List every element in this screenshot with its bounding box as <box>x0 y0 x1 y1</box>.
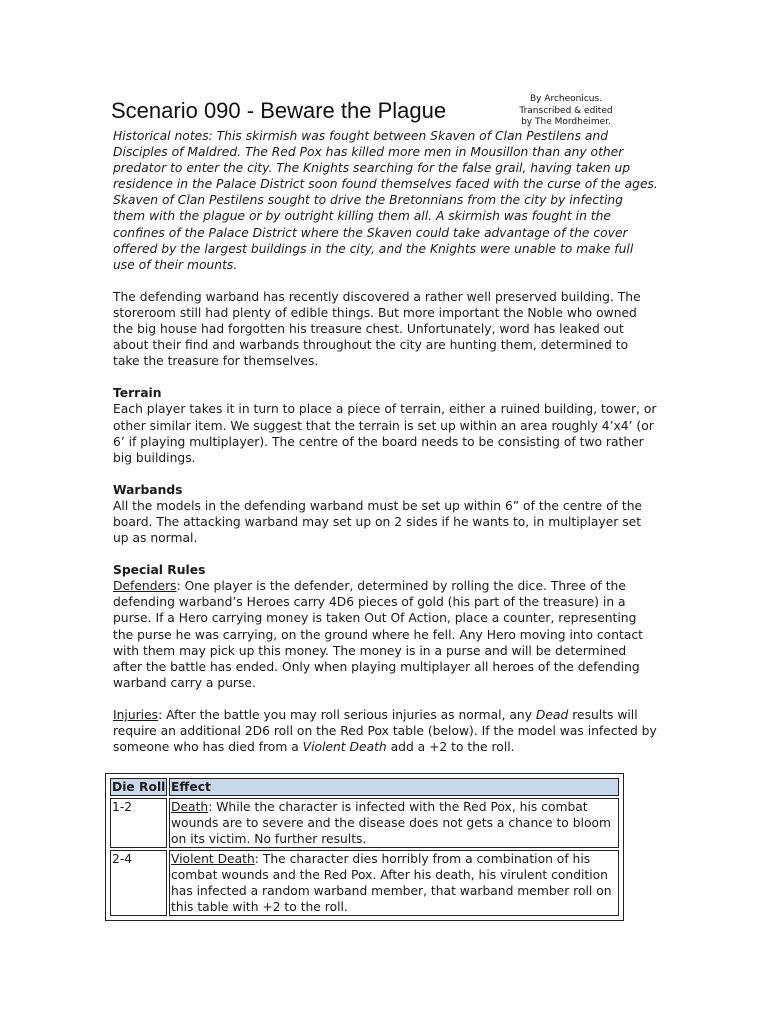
document-page <box>113 92 658 755</box>
die-roll-cell: 1-2 <box>110 798 167 848</box>
injuries-label: Injuries <box>113 707 159 722</box>
violent-death-term: Violent Death <box>302 740 387 755</box>
historical-notes: Historical notes: This skirmish was fought between Skaven of Clan Pestilens and Disciples of Maldred. The Red Pox has killed more men in Mousillon than any other predator to enter the city. The Knights searching for the false grail, having taken up residence in the Palace District soon found themselves faced with the curse of the ages. Skaven of Clan Pestilens sought to drive the Bretonnians from the city by infecting them with the plague or by outright killing them all. A skirmish was fought in the confines of the Palace District where the Skaven could take advantage of the cover offered by the largest buildings in the city, and the Knights were unable to make full use of their mounts. <box>113 129 658 272</box>
byline <box>515 94 617 129</box>
terrain-heading: Terrain <box>113 386 162 401</box>
defenders-text: : One player is the defender, determined by rolling the dice. Three of the defending warband’s Heroes carry 4D6 pieces of gold (his part of the treasure) in a purse. If a Hero carrying money is taken Out Of Action, place a counter, representing the purse he was carrying, on the ground where he fell. Any Hero moving into contact with them may pick up this money. The money is in a purse and will be determined after the battle has ended. Only when playing multiplayer all heroes of the defending warband carry a purse. <box>113 579 643 690</box>
table-row <box>110 798 619 848</box>
warbands-text: All the models in the defending warband must be set up within 6” of the centre of the board. The attacking warband may set up on 2 sides if he wants to, in multiplayer set up as normal. <box>113 498 643 546</box>
red-pox-table <box>105 773 624 921</box>
dead-term: Dead <box>535 707 569 722</box>
column-header: Effect <box>169 778 619 796</box>
effect-cell <box>169 798 619 848</box>
effect-text: : While the character is infected with the Red Pox, his combat wounds are to severe and the disease does not gets a chance to bloom on its victim. No further results. <box>171 800 611 846</box>
injuries-text: results will require an additional 2D6 roll on the Red Pox table (below). If the model was infected by someone who has died from a <box>113 707 657 755</box>
table-row <box>110 850 619 916</box>
page-title: Scenario 090 - Beware the Plague <box>111 98 447 123</box>
defenders-paragraph <box>113 578 658 691</box>
intro-paragraph: The defending warband has recently discovered a rather well preserved building. The storeroom still had plenty of edible things. But more important the Noble who owned the big house had forgotten his treasure chest. Unfortunately, word has leaked out about their find and warbands throughout the city are hunting them, determined to take the treasure for themselves. <box>113 289 641 369</box>
terrain-text: Each player takes it in turn to place a piece of terrain, either a ruined building, tower, or other similar item. We suggest that the terrain is set up within an area roughly 4’x4’ (or 6’ if playing multiplayer). The centre of the board needs to be consisting of two rather big buildings. <box>113 402 657 465</box>
byline-line: Transcribed & edited <box>519 105 613 116</box>
injuries-text: : After the battle you may roll serious injuries as normal, any <box>158 707 536 722</box>
byline-line: By Archeonicus. <box>529 94 603 104</box>
defenders-label: Defenders <box>113 579 177 594</box>
injuries-paragraph <box>113 707 658 755</box>
effect-text: : The character dies horribly from a combination of his combat wounds and the Red Pox. After his death, his virulent condition has infected a random warband member, that warband member roll on this table with +2 to the roll. <box>171 852 612 914</box>
special-rules-heading: Special Rules <box>113 563 206 578</box>
byline-line: by The Mordheimer. <box>521 117 611 127</box>
effect-cell <box>169 850 619 916</box>
die-roll-cell: 2-4 <box>110 850 167 916</box>
injuries-text: add a +2 to the roll. <box>386 740 515 755</box>
warbands-heading: Warbands <box>113 482 183 497</box>
table-header-row <box>110 778 619 796</box>
table <box>108 776 621 918</box>
column-header: Die Roll <box>112 780 166 794</box>
header <box>113 92 658 128</box>
effect-label: Violent Death <box>171 852 255 866</box>
effect-label: Death <box>171 800 209 814</box>
